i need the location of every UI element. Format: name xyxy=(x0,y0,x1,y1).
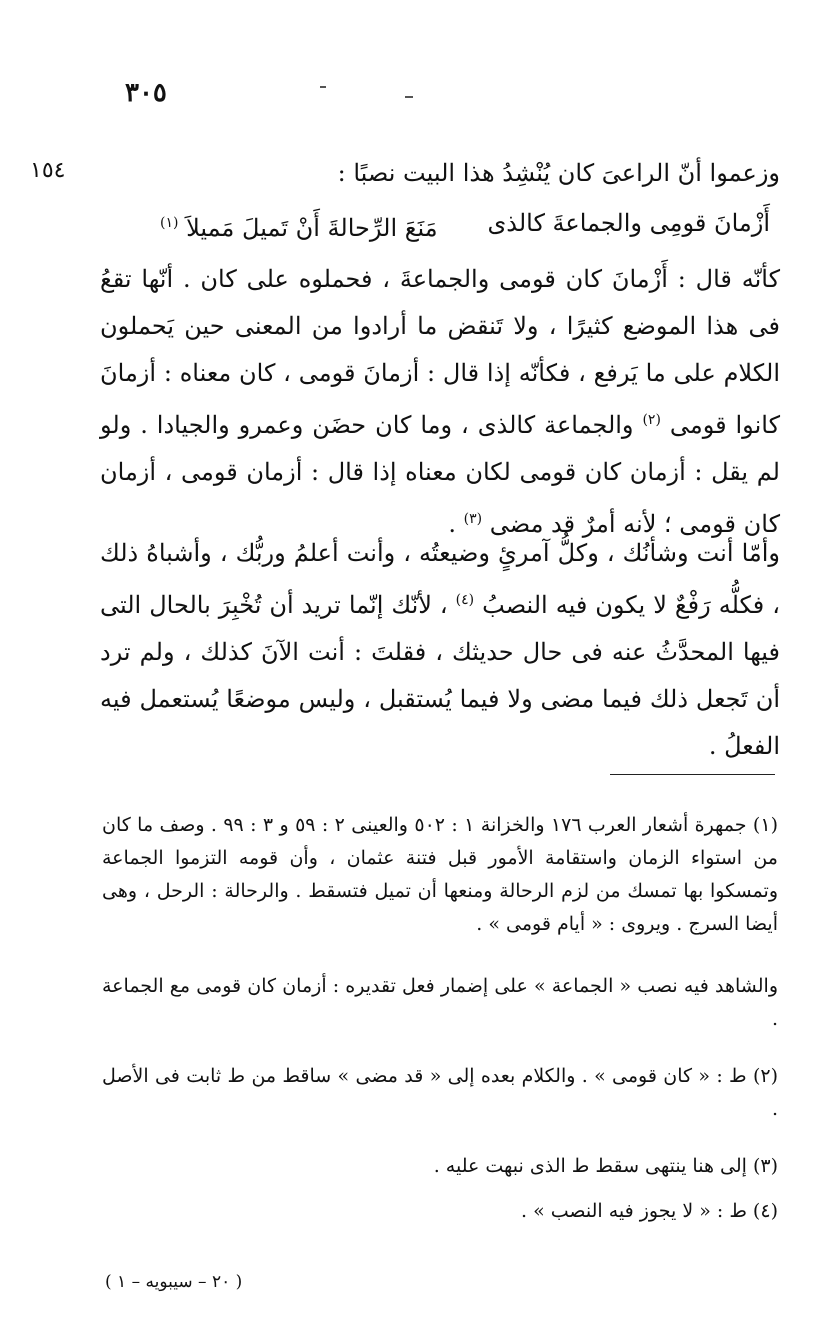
print-speck xyxy=(320,86,326,88)
print-speck xyxy=(405,96,413,98)
verse-second-hemistich xyxy=(160,200,438,252)
paragraph-2 xyxy=(100,530,780,770)
footnote-2: (٢) ط : « كان قومى » . والكلام بعده إلى « قد مضى » ساقط من ط ثابت فى الأصل . xyxy=(102,1065,778,1120)
footnote-ref: (٢) xyxy=(642,412,661,428)
paragraph-2-text-a: وأمّا أنت وشأنُك ، وكلُّ آمرئٍ وضيعتُه ، وأنت أعلمُ وربُّك ، وأشباهُ ذلك ، فكلُّه رَفْعٌ لا يكون فيه النصبُ xyxy=(100,539,780,619)
footnote-ref: (٣) xyxy=(463,511,483,527)
footnote-ref: (٤) xyxy=(455,592,475,608)
printer-signature: ( ٢٠ – سيبويه – ١ ) xyxy=(105,1272,243,1292)
poetry-verse xyxy=(160,200,770,252)
paragraph-1-text-a: كأنّه قال : أَزْمانَ كان قومى والجماعةَ ، فحملوه على كان . أنّها تقعُ فى هذا الموضع كثيرًا ، ولا تَنقض ما أرادوا من المعنى حين يَحملون الكلام على ما يَرفع ، فكأنّه إذا قال : أزمانَ قومى ، كان معناه : أزمانَ كانوا قومى xyxy=(100,265,780,439)
footnote-1-continuation: والشاهد فيه نصب « الجماعة » على إضمار فعل تقديره : أزمان كان قومى مع الجماعة . xyxy=(102,975,778,1030)
margin-number: ١٥٤ xyxy=(30,158,66,183)
footnote-3: (٣) إلى هنا ينتهى سقط ط الذى نبهت عليه . xyxy=(433,1155,778,1177)
footnote-1: (١) جمهرة أشعار العرب ١٧٦ والخزانة ١ : ٥٠٢ والعينى ٢ : ٥٩ و ٣ : ٩٩ . وصف ما كان من استواء الزمان واستقامة الأمور قبل فتنة عثمان ، وأن قومه التزموا الجماعة وتمسكوا بها تمسك من لزم الرحالة ومنعها أن تميل فتسقط . والرحالة : الرحل ، وهى أيضا السرج . ويروى : « أيام قومى » . xyxy=(102,814,778,935)
paragraph-1-text-b: والجماعة كالذى ، وما كان حضَن وعمرو والجيادا . ولو لم يقل : أزمان كان قومى لكان معناه إذا قال : أزمان قومى ، أزمان كان قومى ؛ لأنه أمرٌ قد مضى xyxy=(100,411,780,538)
paragraph-2-text-b: ، لأنّك إنّما تريد أن تُخْبِرَ بالحال التى فيها المحدَّثُ عنه فى حال حديثك ، فقلتَ : أنت الآنَ كذلك ، ولم ترد أن تَجعل ذلك فيما مضى ولا فيما يُستقبل ، وليس موضعًا يُستعمل فيه الفعلُ . xyxy=(100,591,780,760)
intro-line xyxy=(100,150,780,197)
paragraph-1-text-c: . xyxy=(448,510,456,538)
paragraph-1 xyxy=(100,256,780,548)
footnote-ref: (١) xyxy=(160,215,179,231)
page-number: ٣٠٥ xyxy=(125,78,167,108)
verse-first-hemistich: أَزْمانَ قومِى والجماعةَ كالذى xyxy=(487,209,770,237)
verse-second-text: مَنَعَ الرِّحالةَ أَنْ تَميلَ مَميلاَ xyxy=(186,214,438,242)
footnote-divider xyxy=(610,774,775,775)
intro-text: وزعموا أنّ الراعىَ كان يُنْشِدُ هذا البيت نصبًا : xyxy=(337,159,780,187)
footnote-4: (٤) ط : « لا يجوز فيه النصب » . xyxy=(521,1200,778,1222)
